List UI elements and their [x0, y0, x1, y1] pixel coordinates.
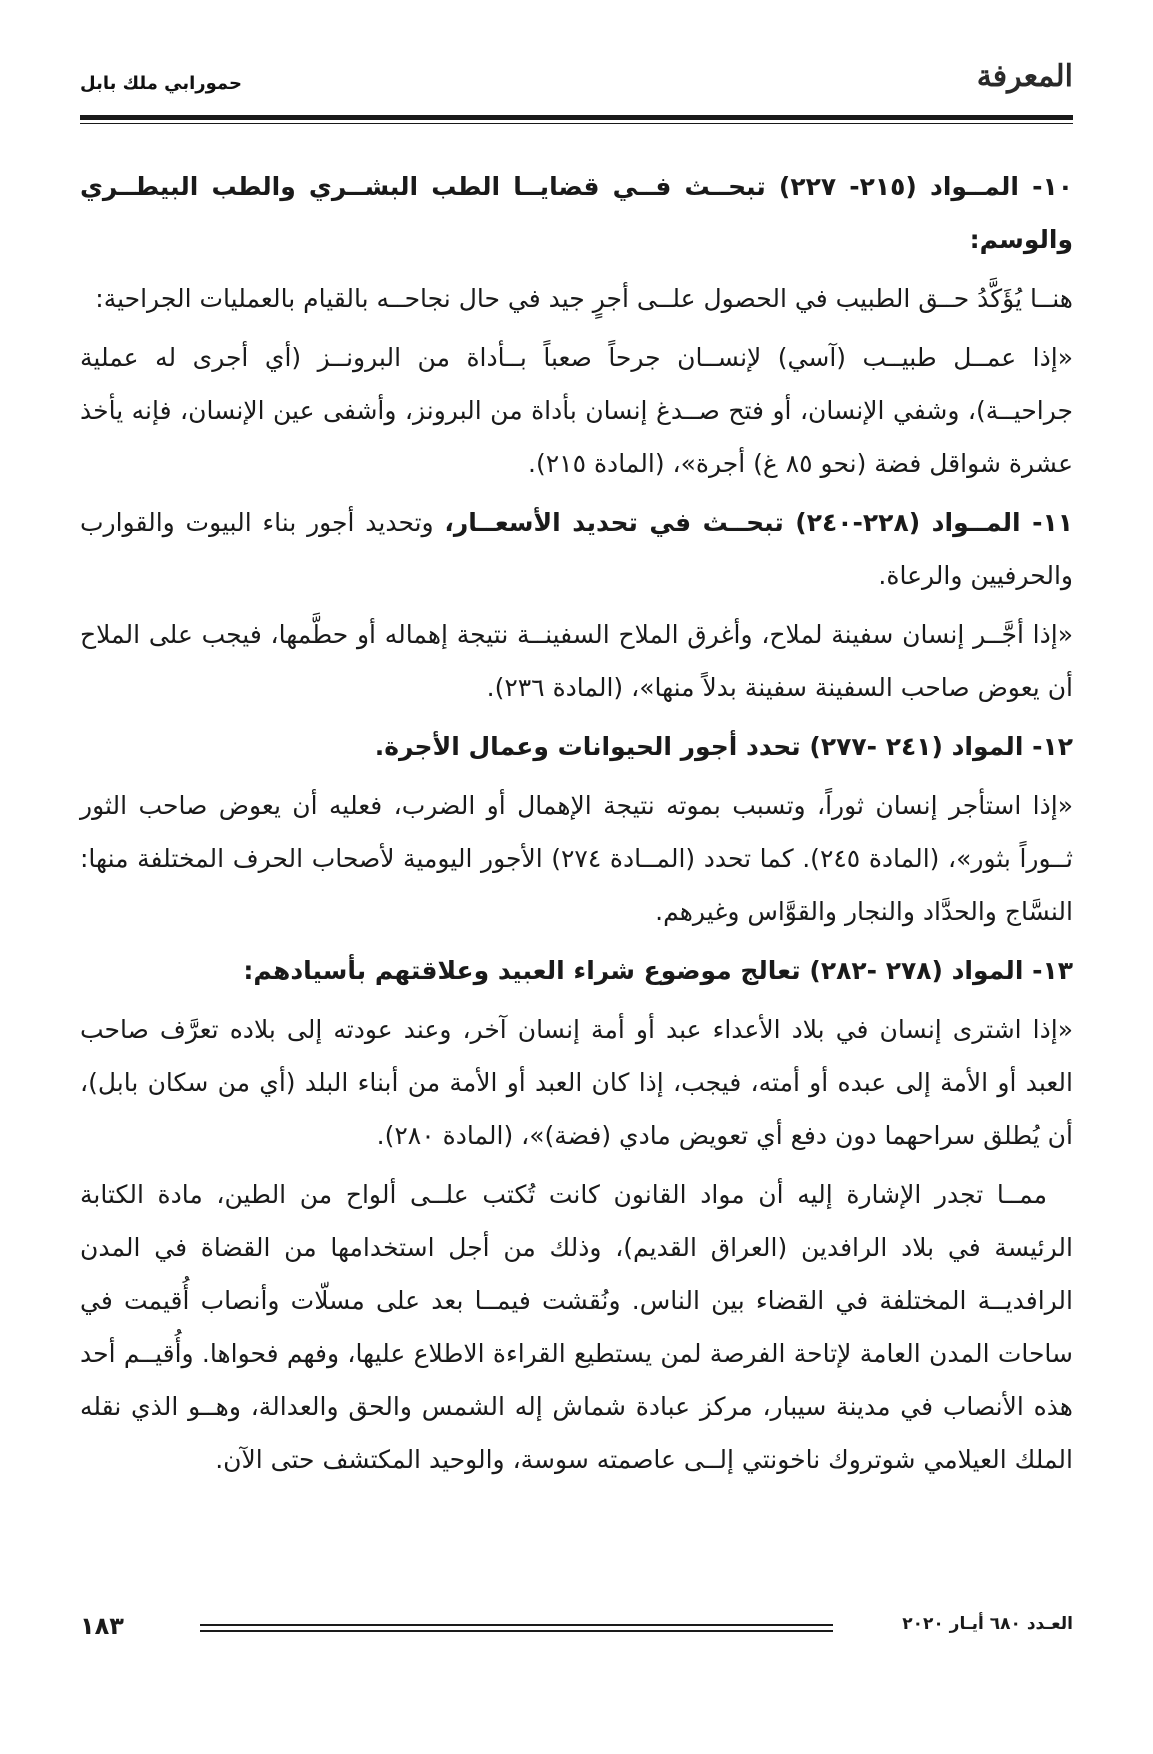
article-heading-13: ١٣- المواد (٢٧٨ -٢٨٢) تعالج موضوع شراء العبيد وعلاقتهم بأسيادهم:: [243, 956, 1073, 985]
article-heading-10: ١٠- المــواد (٢١٥- ٢٢٧) تبحــث فــي قضايــا الطب البشــري والطب البيطــري والوسم:: [80, 172, 1073, 254]
quote-paragraph: «إذا اشترى إنسان في بلاد الأعداء عبد أو أمة إنسان آخر، وعند عودته إلى بلاده تعرَّف صاحب العبد أو الأمة إلى عبده أو أمته، فيجب، إذا كان العبد أو الأمة من أبناء البلد (أي من سكان بابل)، أن يُطلق سراحهما دون دفع أي تعويض مادي (فضة)»، (المادة ٢٨٠).: [80, 1015, 1073, 1150]
article-body: [80, 160, 1073, 1492]
running-title: حمورابي ملك بابل: [80, 73, 242, 94]
issue-info: العـدد ٦٨٠ أيـار ٢٠٢٠: [902, 1614, 1073, 1634]
footer-rule-top: [200, 1624, 833, 1626]
page-header: [80, 55, 1073, 110]
quote-paragraph: «إذا أجَّــر إنسان سفينة لملاح، وأغرق الملاح السفينــة نتيجة إهماله أو حطَّمها، فيجب على الملاح أن يعوض صاحب السفينة سفينة بدلاً منها»، (المادة ٢٣٦).: [80, 620, 1073, 702]
magazine-logo: المعرفة: [976, 59, 1073, 94]
closing-paragraph: ممــا تجدر الإشارة إليه أن مواد القانون كانت تُكتب علــى ألواح من الطين، مادة الكتابة الرئيسة في بلاد الرافدين (العراق القديم)، وذلك من أجل استخدامها من القضاة في المدن الرافديــة المختلفة في القضاء بين الناس. ونُقشت فيمــا بعد على مسلّات وأنصاب أُقيمت في ساحات المدن العامة لإتاحة الفرصة لمن يستطيع القراءة الاطلاع عليها، وفهم فحواها. وأُقيــم أحد هذه الأنصاب في مدينة سيبار، مركز عبادة شماش إله الشمس والحق والعدالة، وهــو الذي نقله الملك العيلامي شوتروك ناخونتي إلــى عاصمته سوسة، والوحيد المكتشف حتى الآن.: [80, 1180, 1073, 1474]
body-paragraph: هنــا يُؤَكَّدُ حــق الطبيب في الحصول علــى أجرٍ جيد في حال نجاحــه بالقيام بالعمليات الجراحية:: [95, 284, 1073, 313]
article-heading-11: ١١- المــواد (٢٢٨-٢٤٠) تبحــث في تحديد الأسعــار،: [444, 508, 1073, 537]
article-heading-11-rest: وتحديد أجور بناء البيوت والقوارب والحرفيين والرعاة.: [80, 508, 1073, 590]
header-rule-thick: [80, 115, 1073, 120]
article-heading-12: ١٢- المواد (٢٤١ -٢٧٧) تحدد أجور الحيوانات وعمال الأجرة.: [374, 732, 1073, 761]
quote-paragraph: «إذا عمــل طبيــب (آسي) لإنســان جرحاً صعباً بــأداة من البرونــز (أي أجرى له عملية جراحيــة)، وشفي الإنسان، أو فتح صــدغ إنسان بأداة من البرونز، وأشفى عين الإنسان، فإنه يأخذ عشرة شواقل فضة (نحو ٨٥ غ) أجرة»، (المادة ٢١٥).: [80, 343, 1073, 478]
article-paragraph-11: [80, 496, 1073, 602]
quote-paragraph: «إذا استأجر إنسان ثوراً، وتسبب بموته نتيجة الإهمال أو الضرب، فعليه أن يعوض صاحب الثور ثــوراً بثور»، (المادة ٢٤٥). كما تحدد (المــادة ٢٧٤) الأجور اليومية لأصحاب الحرف المختلفة منها: النسَّاج والحدَّاد والنجار والقوَّاس وغيرهم.: [80, 791, 1074, 926]
header-rule-thin: [80, 123, 1073, 124]
page-number: ١٨٣: [80, 1612, 124, 1640]
page-footer: [80, 1612, 1073, 1642]
footer-rule-bottom: [200, 1630, 833, 1632]
